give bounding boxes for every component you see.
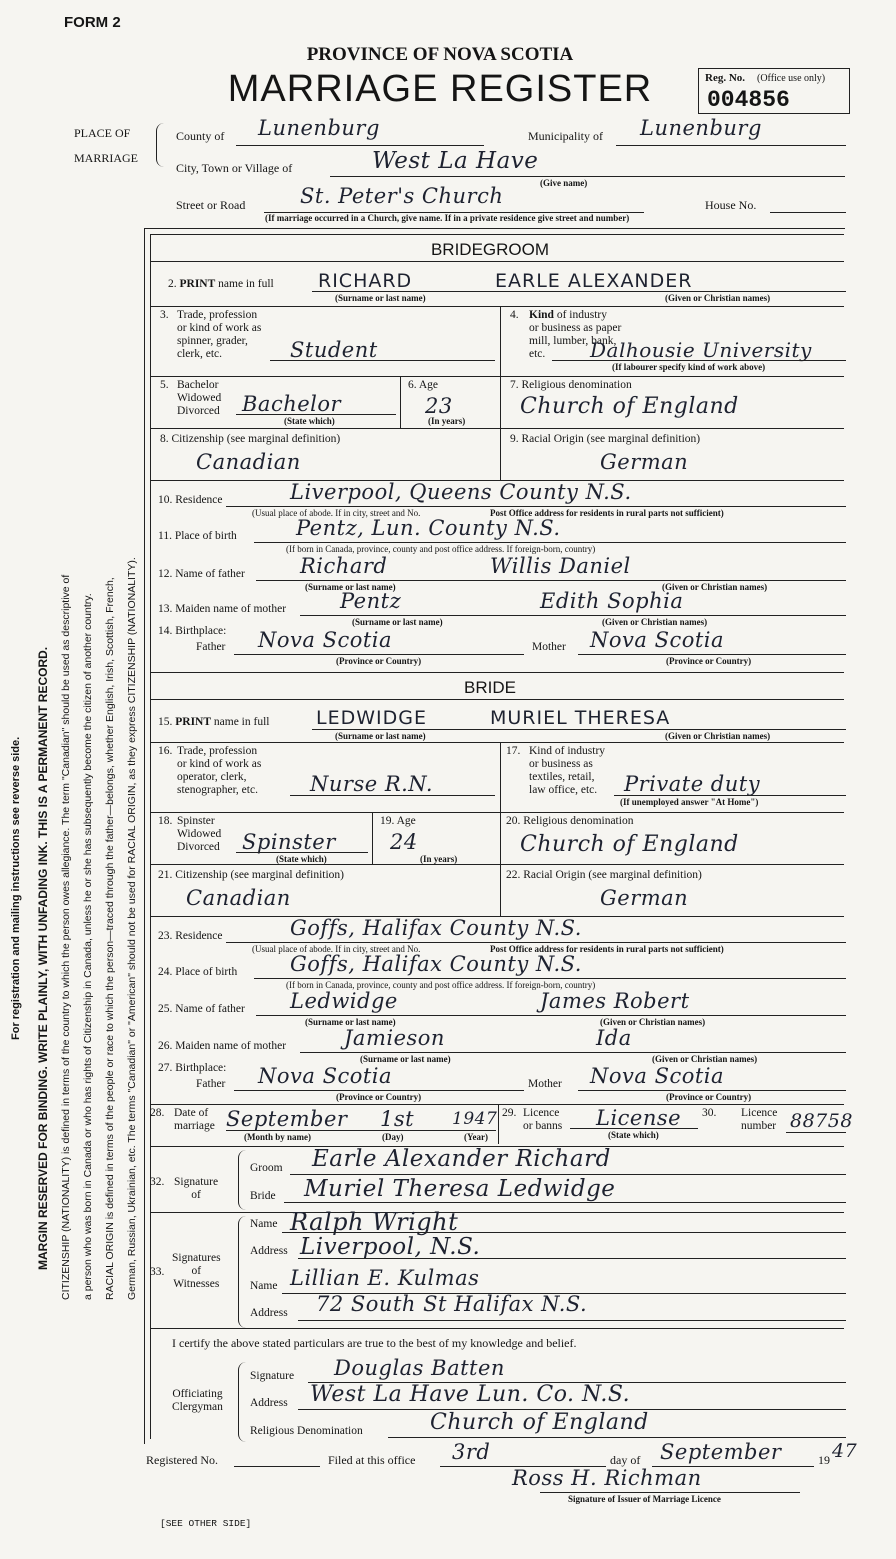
f14-label (158, 625, 226, 638)
f25-cap-given: (Given or Christian names) (600, 1017, 706, 1027)
frame-inner-top (150, 234, 844, 235)
bride-racial: German (600, 886, 689, 910)
f10-label (158, 494, 223, 507)
f2-text: name in full (218, 278, 274, 290)
margin-line-racial-2: German, Russian, Ukrainian, etc. The terms "Canadian" or "American" should not be used for RACIAL ORIGIN, as they express CITIZENSHIP (NATIONALITY). (126, 557, 138, 1300)
f15-print: PRINT (175, 716, 212, 728)
f25-text: Name of father (175, 1003, 245, 1015)
f23-cap-b: Post Office address for residents in rural parts not sufficient) (490, 944, 724, 954)
bride-given: MURIEL THERESA (490, 707, 671, 729)
issuer-caption: Signature of Issuer of Marriage Licence (568, 1494, 721, 1504)
f27-father-line (234, 1090, 524, 1091)
f27-text: Birthplace: (175, 1062, 227, 1074)
f17-num: 17. (506, 745, 521, 757)
f16-num: 16. (158, 745, 173, 757)
f14-cap-mother: (Province or Country) (666, 656, 752, 666)
f13-cap-given: (Given or Christian names) (602, 617, 708, 627)
f26-text: Maiden name of mother (175, 1040, 287, 1052)
f19-cap: (In years) (420, 854, 458, 864)
row-rule-32 (150, 1212, 844, 1213)
f27-num: 27. (158, 1062, 173, 1074)
registered-line (234, 1466, 320, 1467)
f7-label (510, 379, 632, 392)
groom-trade: Student (290, 338, 378, 362)
f15-num: 15. (158, 716, 173, 728)
bride-industry: Private duty (624, 772, 761, 796)
w1-address-line (298, 1258, 846, 1259)
f26-num: 26. (158, 1040, 173, 1052)
filed-month: September (660, 1440, 782, 1464)
f29-line (570, 1128, 698, 1129)
groom-industry: Dalhousie University (590, 338, 812, 362)
margin-line-registration: For registration and mailing instructions see reverse side. (10, 736, 22, 1040)
f15-cap-surname: (Surname or last name) (335, 731, 426, 741)
witness1-name: Ralph Wright (290, 1208, 459, 1236)
f11-line (254, 542, 846, 543)
f29-cap: (State which) (608, 1130, 659, 1140)
f11-label (158, 530, 237, 543)
f13-line (300, 615, 846, 616)
issuer-signature: Ross H. Richman (512, 1466, 702, 1490)
bride-father-birthplace: Nova Scotia (258, 1064, 393, 1088)
reg-no-office: (Office use only) (757, 73, 826, 84)
f30-line (786, 1132, 846, 1133)
f6-num: 6. (408, 379, 417, 391)
w1-address-label: Address (250, 1245, 288, 1257)
f33-num: 33. (150, 1266, 165, 1278)
f9-num: 9. (510, 433, 519, 445)
f28-cap-year: (Year) (464, 1132, 488, 1142)
f21-num: 21. (158, 869, 173, 881)
f3-label: Trade, profession or kind of work as spinner, grader, clerk, etc. (177, 309, 262, 360)
f13-num: 13. (158, 603, 173, 615)
row-rule-33 (150, 1328, 844, 1329)
certify-text: I certify the above stated particulars are true to the best of my knowledge and belief. (172, 1336, 577, 1350)
f30-label: Licence number (741, 1107, 778, 1132)
f23-num: 23. (158, 930, 173, 942)
f32-brace (238, 1150, 247, 1210)
groom-residence: Liverpool, Queens County N.S. (290, 480, 632, 504)
groom-age: 23 (425, 394, 453, 418)
bride-sig-label: Bride (250, 1190, 276, 1202)
licence-or-banns: License (596, 1106, 682, 1130)
bride-birthplace: Goffs, Halifax County N.S. (290, 952, 582, 976)
f15-line (312, 729, 846, 730)
f19-divider-left (372, 812, 373, 864)
f16-label: Trade, profession or kind of work as operator, clerk, stenographer, etc. (177, 745, 262, 796)
w1-name-label: Name (250, 1218, 278, 1230)
bride-mother-given: Ida (596, 1026, 632, 1050)
f2-cap-given: (Given or Christian names) (665, 293, 771, 303)
bride-signature: Muriel Theresa Ledwidge (304, 1176, 616, 1202)
f9-divider (500, 428, 501, 480)
f23-line (226, 942, 846, 943)
municipality-label: Municipality of (528, 129, 603, 143)
bride-mother-birthplace: Nova Scotia (590, 1064, 725, 1088)
f24-label (158, 966, 237, 979)
f22-text: Racial Origin (see marginal definition) (523, 869, 702, 881)
margin-line-racial-1: RACIAL ORIGIN is defined in terms of the people or race to which the person—traced through the father—belongs, whether English, Irish, Scottish, French, (104, 577, 116, 1300)
f11-text: Place of birth (174, 530, 237, 542)
f15-cap-given: (Given or Christian names) (665, 731, 771, 741)
f12-line (256, 580, 846, 581)
f4-num: 4. (510, 309, 519, 321)
frame-inner-left (150, 234, 151, 1439)
f29-divider (498, 1104, 499, 1144)
f28-num: 28. (150, 1107, 165, 1119)
province-heading: PROVINCE OF NOVA SCOTIA (306, 44, 574, 65)
bride-heading: BRIDE (464, 678, 516, 697)
f23-label (158, 930, 223, 943)
f3-num: 3. (160, 309, 169, 321)
bride-heading-rule (150, 699, 844, 700)
f28-line (226, 1130, 496, 1131)
w2-address-line (298, 1320, 846, 1321)
officiating-brace (238, 1362, 247, 1442)
municipality-value: Lunenburg (640, 116, 762, 140)
clergy-denomination: Church of England (430, 1410, 649, 1435)
f6-divider-right (500, 376, 501, 428)
f26-label (158, 1040, 286, 1053)
clergy-address-label: Address (250, 1397, 288, 1409)
f3-line (270, 360, 495, 361)
f6-divider-left (400, 376, 401, 428)
f12-label (158, 568, 245, 581)
f6-text: Age (418, 379, 439, 391)
groom-father-surname: Richard (300, 554, 388, 578)
clergy-sig-label: Signature (250, 1370, 295, 1382)
f20-text: Religious denomination (523, 815, 634, 827)
groom-father-birthplace: Nova Scotia (258, 628, 393, 652)
f2-cap-surname: (Surname or last name) (335, 293, 426, 303)
f10-line (226, 506, 846, 507)
f26-cap-surname: (Surname or last name) (360, 1054, 451, 1064)
groom-status: Bachelor (242, 392, 342, 416)
registered-label: Registered No. (146, 1453, 218, 1467)
place-brace (156, 123, 167, 167)
f12-cap-given: (Given or Christian names) (662, 582, 768, 592)
f17-line (614, 795, 846, 796)
f8-num: 8. (160, 433, 169, 445)
f10-cap-b: Post Office address for residents in rural parts not sufficient) (490, 508, 724, 518)
groom-mother-surname: Pentz (340, 589, 402, 613)
officiating-label: Officiating Clergyman (172, 1388, 223, 1413)
row-rule-16 (150, 812, 844, 813)
f27-mother-label: Mother (528, 1078, 562, 1090)
f25-num: 25. (158, 1003, 173, 1015)
bride-trade: Nurse R.N. (310, 772, 434, 796)
f12-text: Name of father (175, 568, 245, 580)
w1-name-line (282, 1232, 846, 1233)
f15-label (158, 716, 269, 729)
groom-religion: Church of England (520, 394, 739, 419)
f18-label: Spinster Widowed Divorced (177, 815, 222, 853)
f20-num: 20. (506, 815, 521, 827)
f29-label: Licence or banns (523, 1107, 563, 1132)
f28-cap-month: (Month by name) (244, 1132, 311, 1142)
row-rule-18 (150, 864, 844, 865)
f13-text: Maiden name of mother (175, 603, 287, 615)
witness1-address: Liverpool, N.S. (300, 1234, 481, 1260)
place-note: (If marriage occurred in a Church, give name. If in a private residence give street and number) (265, 213, 630, 223)
f16-line (290, 795, 495, 796)
clergy-address: West La Have Lun. Co. N.S. (310, 1382, 631, 1407)
bride-citizenship: Canadian (186, 886, 291, 910)
bride-residence: Goffs, Halifax County N.S. (290, 916, 582, 940)
f6-cap: (In years) (428, 416, 466, 426)
day-of-label: day of (610, 1453, 641, 1467)
bride-sig-line (284, 1202, 846, 1203)
form-number: FORM 2 (64, 14, 121, 31)
f24-num: 24. (158, 966, 173, 978)
clergy-denom-line (388, 1437, 846, 1438)
municipality-line (616, 145, 846, 146)
row-rule-2 (150, 306, 844, 307)
county-line (236, 145, 484, 146)
groom-given: EARLE ALEXANDER (495, 270, 693, 292)
reg-no-label: Reg. No. (705, 72, 746, 84)
f13-label (158, 603, 286, 616)
f32-num: 32. (150, 1176, 165, 1188)
f26-line (300, 1052, 846, 1053)
f4-kind: Kind (529, 309, 554, 321)
f24-cap: (If born in Canada, province, county and post office address. If foreign-born, country) (286, 980, 596, 990)
f4-cap: (If labourer specify kind of work above) (612, 362, 766, 372)
bride-top-rule (150, 672, 844, 673)
f5-label: Bachelor Widowed Divorced (177, 379, 222, 417)
f23-cap-a: (Usual place of abode. If in city, street and No. (252, 944, 421, 954)
groom-mother-birthplace: Nova Scotia (590, 628, 725, 652)
house-line (770, 212, 846, 213)
f5-line (236, 414, 396, 415)
marriage-day: 1st (380, 1107, 415, 1131)
f27-label (158, 1062, 226, 1075)
f3-divider (500, 306, 501, 376)
f32-label: Signature of (174, 1176, 219, 1201)
f10-cap-a: (Usual place of abode. If in city, street and No. (252, 508, 421, 518)
f14-mother-line (578, 654, 846, 655)
house-label: House No. (705, 198, 757, 212)
groom-mother-given: Edith Sophia (540, 589, 684, 613)
place-label-2: MARRIAGE (74, 151, 139, 165)
bride-mother-surname: Jamieson (344, 1026, 445, 1050)
f4-text: of industry or business as paper mill, lumber, bank, etc. (529, 309, 622, 360)
f29-num: 29. (502, 1107, 517, 1119)
f8-text: Citizenship (see marginal definition) (171, 433, 341, 445)
f19-label (380, 815, 416, 828)
f7-num: 7. (510, 379, 519, 391)
f16-divider (500, 742, 501, 812)
f27-cap-father: (Province or Country) (336, 1092, 422, 1102)
f28-cap-day: (Day) (382, 1132, 404, 1142)
bride-status: Spinster (242, 830, 336, 854)
clergy-denom-label: Religious Denomination (250, 1425, 363, 1437)
w2-address-label: Address (250, 1307, 288, 1319)
f12-cap-surname: (Surname or last name) (305, 582, 396, 592)
f10-text: Residence (175, 494, 223, 506)
witness2-address: 72 South St Halifax N.S. (316, 1292, 588, 1316)
f18-num: 18. (158, 815, 173, 827)
bride-father-given: James Robert (540, 989, 690, 1013)
margin-line-binding: MARGIN RESERVED FOR BINDING. WRITE PLAINLY, WITH UNFADING INK. THIS IS A PERMANENT RECORD. (36, 646, 50, 1270)
f24-text: Place of birth (175, 966, 238, 978)
f5-num: 5. (160, 379, 169, 391)
f26-cap-given: (Given or Christian names) (652, 1054, 758, 1064)
f21-label (158, 869, 344, 882)
f2-num: 2. (168, 278, 177, 290)
f19-divider-right (500, 812, 501, 864)
row-rule-4 (150, 428, 844, 429)
groom-signature: Earle Alexander Richard (312, 1146, 611, 1172)
marriage-month: September (226, 1107, 348, 1131)
f25-cap-surname: (Surname or last name) (305, 1017, 396, 1027)
f12-num: 12. (158, 568, 173, 580)
f8-label (160, 433, 340, 446)
f14-mother-label: Mother (532, 641, 566, 653)
marriage-year: 1947 (452, 1109, 498, 1129)
f22-num: 22. (506, 869, 521, 881)
licence-number: 88758 (790, 1110, 853, 1132)
margin-line-citizenship-1: CITIZENSHIP (NATIONALITY) is defined in terms of the country to which the person owes allegiance. The term "Canadian" should be used as descriptive of (60, 574, 72, 1300)
f6-label (408, 379, 438, 392)
f28-label: Date of marriage (174, 1107, 215, 1132)
f9-text: Racial Origin (see marginal definition) (521, 433, 701, 445)
f2-print: PRINT (179, 278, 216, 290)
f18-line (236, 852, 368, 853)
groom-sig-label: Groom (250, 1162, 283, 1174)
f33-label: Signatures of Witnesses (172, 1252, 221, 1290)
f14-father-line (234, 654, 524, 655)
page-title: MARRIAGE REGISTER (227, 68, 653, 110)
f14-text: Birthplace: (175, 625, 227, 637)
f11-num: 11. (158, 530, 172, 542)
give-name-caption: (Give name) (540, 178, 588, 188)
county-value: Lunenburg (258, 116, 380, 140)
f19-num: 19. (380, 815, 395, 827)
clergy-signature: Douglas Batten (334, 1356, 505, 1380)
city-value: West La Have (372, 148, 539, 174)
filed-day: 3rd (452, 1440, 491, 1464)
f2-label (168, 278, 274, 291)
groom-father-given: Willis Daniel (490, 554, 631, 578)
f22-label (506, 869, 702, 882)
f25-line (256, 1015, 846, 1016)
f17-cap: (If unemployed answer "At Home") (620, 797, 759, 807)
f7-text: Religious denomination (521, 379, 632, 391)
year-prefix: 19 (818, 1453, 830, 1467)
f14-father-label: Father (196, 641, 226, 653)
f33-brace (238, 1216, 247, 1328)
witness2-name: Lillian E. Kulmas (290, 1266, 480, 1290)
filed-label: Filed at this office (328, 1453, 416, 1467)
groom-citizenship: Canadian (196, 450, 301, 474)
f27-father-label: Father (196, 1078, 226, 1090)
filed-year: 47 (832, 1440, 858, 1462)
see-other-side: [SEE OTHER SIDE] (160, 1518, 252, 1529)
row-rule-3 (150, 376, 844, 377)
f27-cap-mother: (Province or Country) (666, 1092, 752, 1102)
f11-cap: (If born in Canada, province, county and post office address. If foreign-born, country) (286, 544, 596, 554)
groom-surname: RICHARD (318, 270, 413, 292)
f10-num: 10. (158, 494, 173, 506)
reg-no-box (698, 68, 850, 114)
margin-line-citizenship-2: a person who was born in Canada or who has rights of Citizenship in Canada, unless he or she has subsequently become the citizen of another country. (82, 593, 94, 1300)
f22-divider (500, 864, 501, 916)
f17-label: Kind of industry or business as textiles, retail, law office, etc. (529, 745, 606, 796)
f18-cap: (State which) (276, 854, 327, 864)
place-label-1: PLACE OF (74, 126, 131, 140)
groom-sig-line (290, 1174, 846, 1175)
row-rule-27 (150, 1104, 844, 1105)
f14-cap-father: (Province or Country) (336, 656, 422, 666)
f15-text: name in full (213, 716, 270, 728)
bride-religion: Church of England (520, 832, 739, 857)
city-label: City, Town or Village of (176, 161, 293, 175)
bridegroom-heading-rule (150, 261, 844, 262)
f19-text: Age (396, 815, 416, 827)
street-label: Street or Road (176, 198, 246, 212)
w2-name-label: Name (250, 1280, 278, 1292)
row-rule-15 (150, 742, 844, 743)
f5-cap: (State which) (284, 416, 335, 426)
f27-mother-line (578, 1090, 846, 1091)
bride-surname: LEDWIDGE (316, 707, 427, 729)
f23-text: Residence (175, 930, 223, 942)
f4-line (552, 360, 846, 361)
bride-father-surname: Ledwidge (290, 989, 398, 1013)
f30-num: 30. (702, 1107, 717, 1119)
groom-racial: German (600, 450, 689, 474)
street-value: St. Peter's Church (300, 184, 504, 208)
f14-num: 14. (158, 625, 173, 637)
f13-cap-surname: (Surname or last name) (352, 617, 443, 627)
f21-text: Citizenship (see marginal definition) (175, 869, 344, 881)
f24-line (254, 978, 846, 979)
county-label: County of (176, 129, 225, 143)
f25-label (158, 1003, 245, 1016)
bride-age: 24 (390, 830, 418, 854)
reg-no-value: 004856 (707, 87, 790, 113)
groom-birthplace: Pentz, Lun. County N.S. (296, 516, 561, 540)
f9-label (510, 433, 700, 446)
f20-label (506, 815, 633, 828)
city-line (330, 176, 845, 177)
bridegroom-heading: BRIDEGROOM (430, 240, 550, 259)
issuer-line (540, 1492, 800, 1493)
